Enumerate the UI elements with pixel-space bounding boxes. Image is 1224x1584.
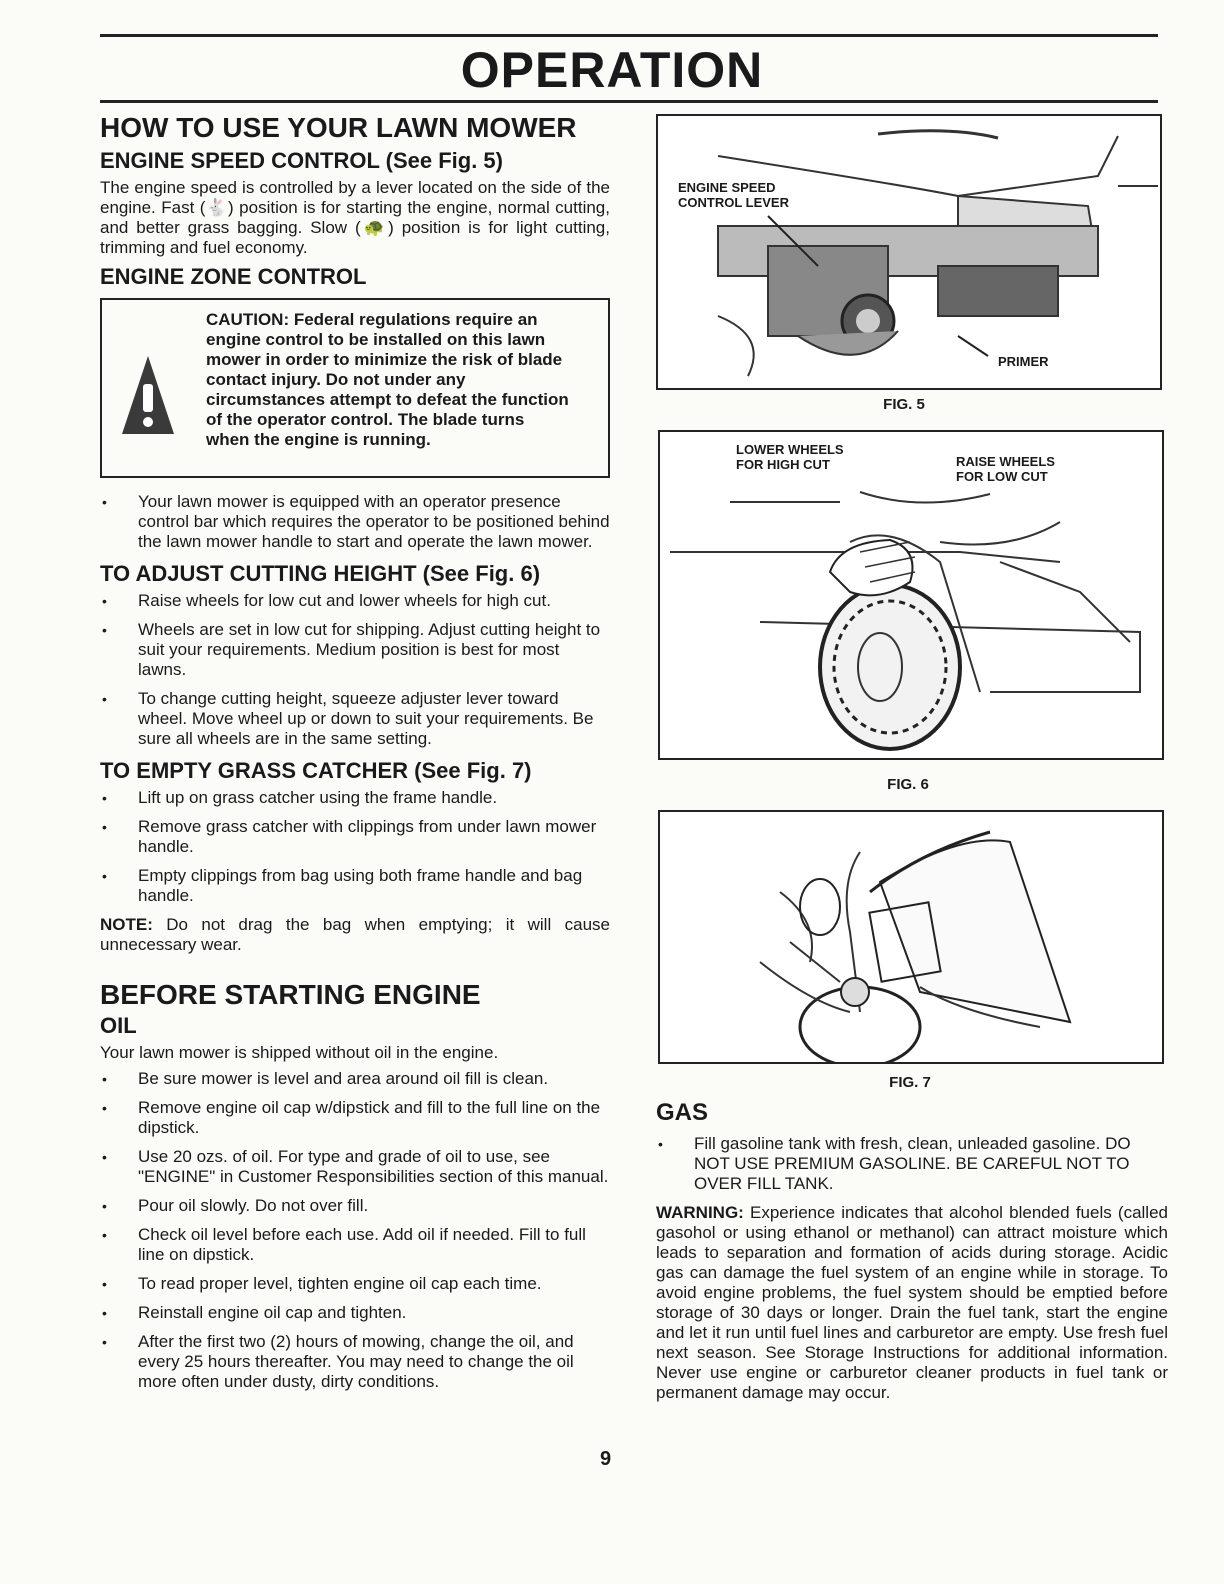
fig5-caption: FIG. 5 <box>883 396 925 413</box>
grass-catcher-illustration <box>660 812 1162 1062</box>
heading-engine-zone: ENGINE ZONE CONTROL <box>100 264 367 289</box>
heading-empty-catcher: TO EMPTY GRASS CATCHER (See Fig. 7) <box>100 758 532 783</box>
list-item: • Pour oil slowly. Do not over fill. <box>100 1196 610 1216</box>
figure-6 <box>658 430 1164 760</box>
left-column <box>100 108 610 1401</box>
warning-triangle-icon <box>120 354 176 436</box>
list-item: • Check oil level before each use. Add oil if needed. Fill to full line on dipstick. <box>100 1225 610 1265</box>
catcher-bullets <box>100 788 610 906</box>
section-heading-before-starting: BEFORE STARTING ENGINE <box>100 979 481 1010</box>
oil-intro: Your lawn mower is shipped without oil in the engine. <box>100 1043 499 1062</box>
list-item: • Lift up on grass catcher using the frame handle. <box>100 788 610 808</box>
section-heading-how-to-use: HOW TO USE YOUR LAWN MOWER <box>100 112 577 143</box>
label-lower-wheels: LOWER WHEELS FOR HIGH CUT <box>736 442 844 472</box>
warning-label: WARNING: <box>656 1203 744 1222</box>
list-item: • After the first two (2) hours of mowing, change the oil, and every 25 hours thereafter. You may need to change the oil more often under dusty, dirty conditions. <box>100 1332 610 1392</box>
list-item: • To read proper level, tighten engine oil cap each time. <box>100 1274 610 1294</box>
page-number: 9 <box>600 1448 612 1470</box>
engine-speed-text: The engine speed is controlled by a lever located on the side of the engine. Fast (🐇) position is for starting the engine, normal cutting, and better grass bagging. Slow (🐢) position is for light cutting, trimming and fuel economy. <box>100 178 610 257</box>
list-item: • Fill gasoline tank with fresh, clean, unleaded gasoline. DO NOT USE PREMIUM GASOLINE. BE CAREFUL NOT TO OVER FILL TANK. <box>656 1134 1168 1194</box>
fig6-caption: FIG. 6 <box>887 776 929 793</box>
list-item: • Reinstall engine oil cap and tighten. <box>100 1303 610 1323</box>
engine-speed-illustration <box>658 116 1160 388</box>
catcher-note <box>100 915 610 955</box>
list-item: • Your lawn mower is equipped with an operator presence control bar which requires the operator to be positioned behind the lawn mower handle to start and operate the lawn mower. <box>100 492 610 552</box>
right-column <box>656 1098 1168 1403</box>
gas-warning <box>656 1203 1168 1403</box>
heading-cutting-height: TO ADJUST CUTTING HEIGHT (See Fig. 6) <box>100 561 541 586</box>
heading-gas: GAS <box>656 1099 709 1126</box>
warning-text: Experience indicates that alcohol blended fuels (called gasohol or using ethanol or methanol) can attract moisture which leads to separation and formation of acids during storage. Acidic gas can damage the fuel system of an engine while in storage. To avoid engine problems, the fuel system should be emptied before storage of 30 days or longer. Drain the fuel tank, start the engine and let it run until fuel lines and carburetor are empty. Use fresh fuel next season. See Storage Instructions for additional information. Never use engine or carburetor cleaner products in fuel tank or permanent damage may occur. <box>656 1203 1168 1402</box>
label-speed-lever: ENGINE SPEED CONTROL LEVER <box>678 180 789 210</box>
figure-7 <box>658 810 1164 1064</box>
list-item: • Remove grass catcher with clippings from under lawn mower handle. <box>100 817 610 857</box>
gas-bullets <box>656 1134 1168 1194</box>
heading-engine-speed: ENGINE SPEED CONTROL (See Fig. 5) <box>100 148 503 173</box>
list-item: • Use 20 ozs. of oil. For type and grade of oil to use, see "ENGINE" in Customer Responsibilities section of this manual. <box>100 1147 610 1187</box>
label-raise-wheels: RAISE WHEELS FOR LOW CUT <box>956 454 1055 484</box>
list-item: • Remove engine oil cap w/dipstick and fill to the full line on the dipstick. <box>100 1098 610 1138</box>
list-item: • To change cutting height, squeeze adjuster lever toward wheel. Move wheel up or down to suit your requirements. Be sure all wheels are in the same setting. <box>100 689 610 749</box>
list-item: • Wheels are set in low cut for shipping. Adjust cutting height to suit your requirements. Medium position is best for most lawns. <box>100 620 610 680</box>
title-underline <box>100 100 1158 103</box>
height-bullets <box>100 591 610 749</box>
fig7-caption: FIG. 7 <box>889 1074 931 1091</box>
figure-5 <box>656 114 1162 390</box>
page-title: OPERATION <box>460 42 764 98</box>
list-item: • Raise wheels for low cut and lower wheels for high cut. <box>100 591 610 611</box>
top-rule <box>100 34 1158 37</box>
label-primer: PRIMER <box>998 354 1049 369</box>
heading-oil: OIL <box>100 1013 137 1038</box>
list-item: • Be sure mower is level and area around oil fill is clean. <box>100 1069 610 1089</box>
list-item: • Empty clippings from bag using both frame handle and bag handle. <box>100 866 610 906</box>
oil-bullets <box>100 1069 610 1392</box>
zone-bullets <box>100 492 610 552</box>
caution-text: CAUTION: Federal regulations require an engine control to be installed on this lawn mower in order to minimize the risk of blade contact injury. Do not under any circumstances attempt to defeat the function of the operator control. The blade turns when the engine is running. <box>206 310 569 449</box>
note-text: Do not drag the bag when emptying; it will cause unnecessary wear. <box>100 915 610 954</box>
caution-box <box>100 298 610 478</box>
wheel-height-illustration <box>660 432 1162 758</box>
note-label: NOTE: <box>100 915 153 934</box>
